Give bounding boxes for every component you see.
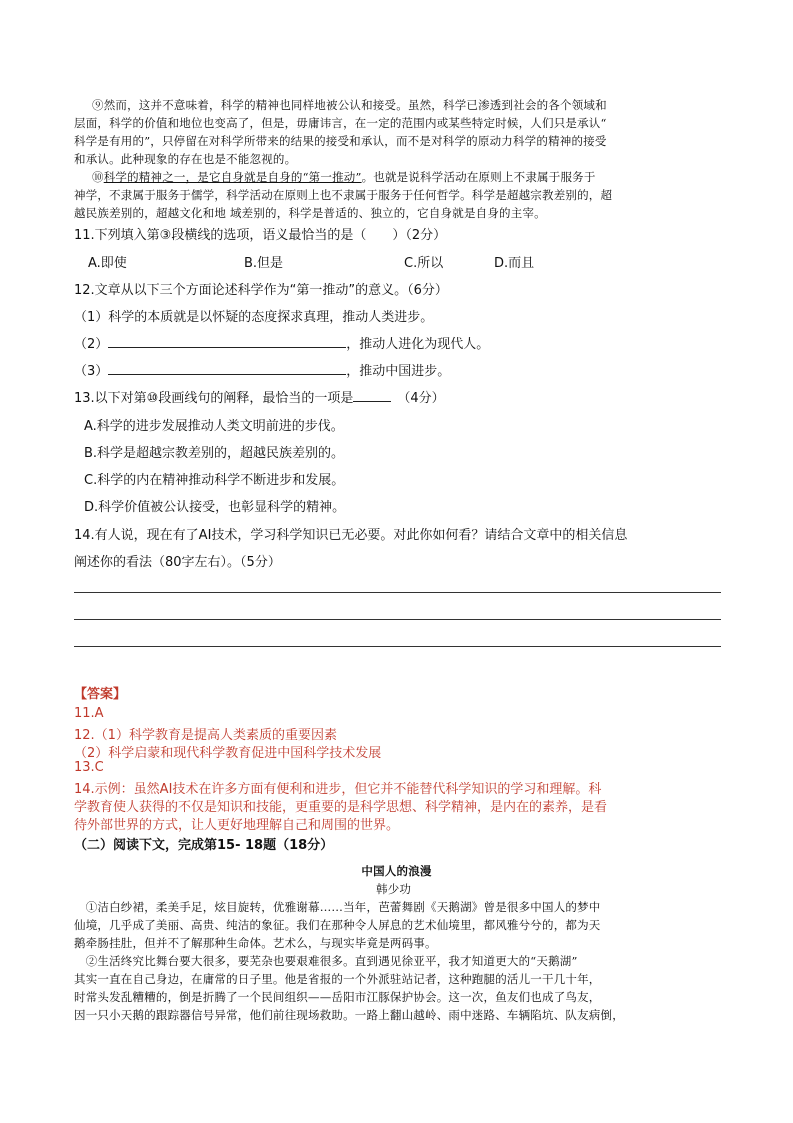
para9-line-3: 科学是有用的”，只停留在对科学所带来的结果的接受和承认，而不是对科学的原动力科学的精神的接受 [74,134,607,148]
q13-option-d: D.科学价值被公认接受，也彰显科学的精神。 [84,500,346,515]
q13-option-a: A.科学的进步发展推动人类文明前进的步伐。 [84,419,344,434]
q11-option-a: A.即使 [88,256,127,271]
section2-para-line-7: 因一只小天鹅的跟踪器信号异常，他们前往现场救助。一路上翻山越岭、雨中迷路、车辆陷坑、队友病倒， [74,1008,624,1022]
q13-text [74,387,445,406]
para10-line-2: 神学，不隶属于服务于儒学，科学活动在原则上也不隶属于服务于任何哲学。科学是超越宗教差别的，超 [74,188,613,202]
section2-para-line-6: 时常头发乱糟糟的，倒是折腾了一个民间组织——岳阳市江豚保护协会。这一次，鱼友们也成了鸟友， [74,990,601,1004]
q12-item2-blank[interactable] [108,335,346,348]
q12-item-2 [74,333,489,352]
para10-underlined-sentence: 科学的精神之一，是它自身就是自身的“第一推动” [103,170,362,184]
q12-item2-rest: ，推动人进化为现代人。 [346,337,490,352]
q13-blank[interactable] [353,389,391,402]
answer-line-1[interactable] [74,592,721,593]
section2-para-line-1: ①洁白纱裙，柔美手足，炫目旋转，优雅谢幕……当年，芭蕾舞剧《天鹅湖》曾是很多中国人的梦中 [74,900,601,914]
para9-line-1: ⑨然而，这并不意味着，科学的精神也同样地被公认和接受。虽然，科学已渗透到社会的各个领域和 [92,98,607,112]
section2-para-line-4: ②生活终究比舞台要大很多，要芜杂也要艰难很多。直到遇见徐亚平，我才知道更大的“天鹅湖” [74,954,578,968]
q11-option-d: D.而且 [494,256,535,271]
para9-line-2: 层面，科学的价值和地位也变高了，但是，毋庸讳言，在一定的范围内或某些特定时候，人们只是承认“ [74,116,607,130]
q12-item3-blank[interactable] [108,362,346,375]
q12-item-1: （1）科学的本质就是以怀疑的态度探求真理，推动人类进步。 [74,310,434,325]
section2-author: 韩少功 [376,882,412,896]
answer-12-1: 12.（1）科学教育是提高人类素质的重要因素 [74,728,337,743]
q12-item2-label: （2） [74,337,109,352]
q12-item3-rest: ，推动中国进步。 [346,364,451,379]
q12-text: 12.文章从以下三个方面论述科学作为“第一推动”的意义。（6分） [74,283,448,298]
para10-line1-rest: 。也就是说科学活动在原则上不隶属于服务于 [361,170,596,184]
q12-item3-label: （3） [74,364,109,379]
q12-item-3 [74,360,450,379]
section2-para-line-5: 其实一直在自己身边，在庸常的日子里。他是省报的一个外派驻站记者，这种跑腿的活儿一干几十年， [74,972,601,986]
q13-score: （4分） [397,391,445,406]
q13-option-c: C.科学的内在精神推动科学不断进步和发展。 [84,473,345,488]
answer-14-line-1: 14.示例：虽然AI技术在许多方面有便利和进步，但它并不能替代科学知识的学习和理解。科 [74,782,602,797]
answer-line-2[interactable] [74,619,721,620]
q13-option-b: B.科学是超越宗教差别的，超越民族差别的。 [84,446,345,461]
section2-title: 中国人的浪漫 [361,864,432,878]
section2-para-line-2: 仙境，几乎成了美丽、高贵、纯洁的象征。我们在那种令人屏息的艺术仙境里，都风雅兮兮的，都为天 [74,918,601,932]
section2-para-line-3: 鹅牵肠挂肚，但并不了解那种生命体。艺术么，与现实毕竟是两码事。 [74,936,437,950]
q14-line-1: 14.有人说，现在有了AI技术，学习科学知识已无必要。对此你如何看？请结合文章中的相关信息 [74,528,628,543]
para9-line-4: 和承认。此种现象的存在也是不能忽视的。 [74,152,297,166]
answer-11: 11.A [74,706,104,721]
q11-text: 11.下列填入第③段横线的选项，语义最恰当的是（ ）（2分） [74,228,447,243]
q13-text-main: 13.以下对第⑩段画线句的阐释，最恰当的一项是 [74,391,354,406]
answer-14-line-2: 学教育使人获得的不仅是知识和技能，更重要的是科学思想、科学精神，是内在的素养，是看 [74,800,608,815]
q11-option-b: B.但是 [244,256,284,271]
answer-13: 13.C [74,760,104,775]
answer-12-2: （2）科学启蒙和现代科学教育促进中国科学技术发展 [74,746,382,761]
para10-line-1 [92,169,596,185]
answer-14-line-3: 待外部世界的方式，让人更好地理解自己和周围的世界。 [74,818,400,833]
answers-heading: 【答案】 [74,687,127,702]
q14-line-2: 阐述你的看法（80字左右）。（5分） [74,555,281,570]
para10-number: ⑩ [92,170,104,184]
section2-heading: （二）阅读下文，完成第15- 18题（18分） [74,838,334,853]
para10-line-3: 越民族差别的，超越文化和地 域差别的，科学是普适的、独立的，它自身就是自身的主宰。 [74,206,546,220]
answer-line-3[interactable] [74,646,721,647]
q11-option-c: C.所以 [404,256,444,271]
